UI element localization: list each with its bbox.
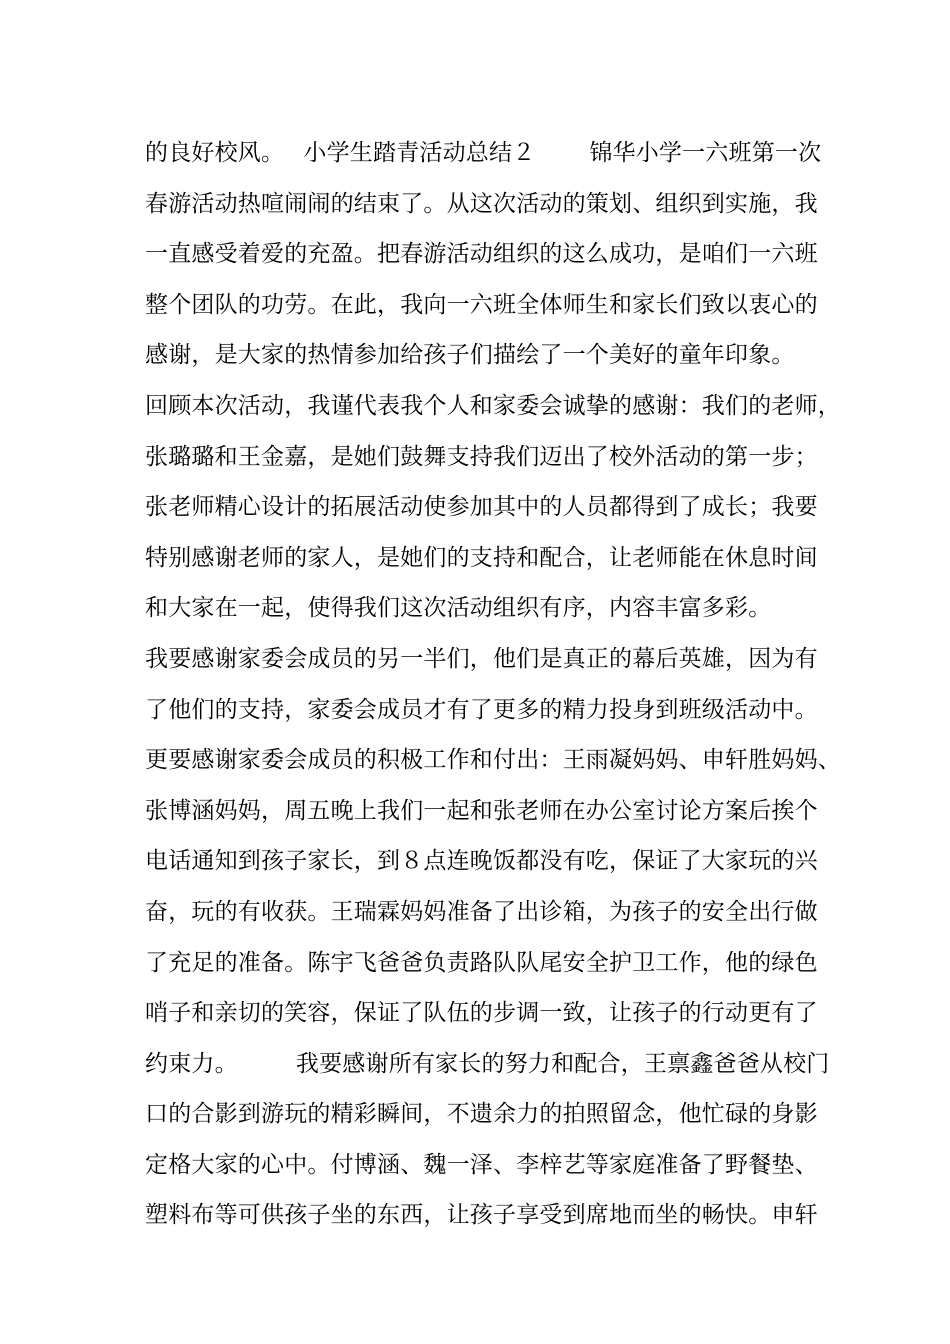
text-line: 整个团队的功劳。在此，我向一六班全体师生和家长们致以衷心的: [145, 291, 818, 318]
text-line: 了充足的准备。陈宇飞爸爸负责路队队尾安全护卫工作，他的绿色: [145, 949, 818, 976]
text-line: 约束力。 我要感谢所有家长的努力和配合，王禀鑫爸爸从校门: [145, 1050, 830, 1077]
text-line: 张璐璐和王金嘉，是她们鼓舞支持我们迈出了校外活动的第一步；: [145, 443, 818, 470]
text-line: 感谢，是大家的热情参加给孩子们描绘了一个美好的童年印象。: [145, 342, 795, 369]
text-line: 塑料布等可供孩子坐的东西，让孩子享受到席地而坐的畅快。申轩: [145, 1202, 818, 1229]
text-line: 和大家在一起，使得我们这次活动组织有序，内容丰富多彩。: [145, 595, 772, 622]
text-line: 口的合影到游玩的精彩瞬间，不遗余力的拍照留念，他忙碌的身影: [145, 1101, 818, 1128]
text-line: 特别感谢老师的家人，是她们的支持和配合，让老师能在休息时间: [145, 544, 818, 571]
text-line: 张博涵妈妈，周五晚上我们一起和张老师在办公室讨论方案后挨个: [145, 797, 818, 824]
text-line: 一直感受着爱的充盈。把春游活动组织的这么成功，是咱们一六班: [145, 241, 818, 268]
text-line: 奋，玩的有收获。王瑞霖妈妈准备了出诊箱，为孩子的安全出行做: [145, 898, 818, 925]
text-line: 的良好校风。 小学生踏青活动总结２ 锦华小学一六班第一次: [145, 140, 822, 166]
text-line: 回顾本次活动，我谨代表我个人和家委会诚挚的感谢：我们的老师，: [145, 392, 841, 419]
text-line: 更要感谢家委会成员的积极工作和付出：王雨凝妈妈、申轩胜妈妈、: [145, 747, 841, 774]
text-line: 我要感谢家委会成员的另一半们，他们是真正的幕后英雄，因为有: [145, 645, 818, 672]
text-line: 哨子和亲切的笑容，保证了队伍的步调一致，让孩子的行动更有了: [145, 1000, 818, 1027]
text-line: 定格大家的心中。付博涵、魏一泽、李梓艺等家庭准备了野餐垫、: [145, 1151, 818, 1178]
text-line: 了他们的支持，家委会成员才有了更多的精力投身到班级活动中。: [145, 696, 818, 723]
body-text: [145, 128, 841, 1241]
text-line: 张老师精心设计的拓展活动使参加其中的人员都得到了成长；我要: [145, 494, 818, 521]
text-line: 电话通知到孩子家长，到８点连晚饭都没有吃，保证了大家玩的兴: [145, 848, 818, 875]
text-line: 春游活动热喧闹闹的结束了。从这次活动的策划、组织到实施，我: [145, 190, 818, 217]
